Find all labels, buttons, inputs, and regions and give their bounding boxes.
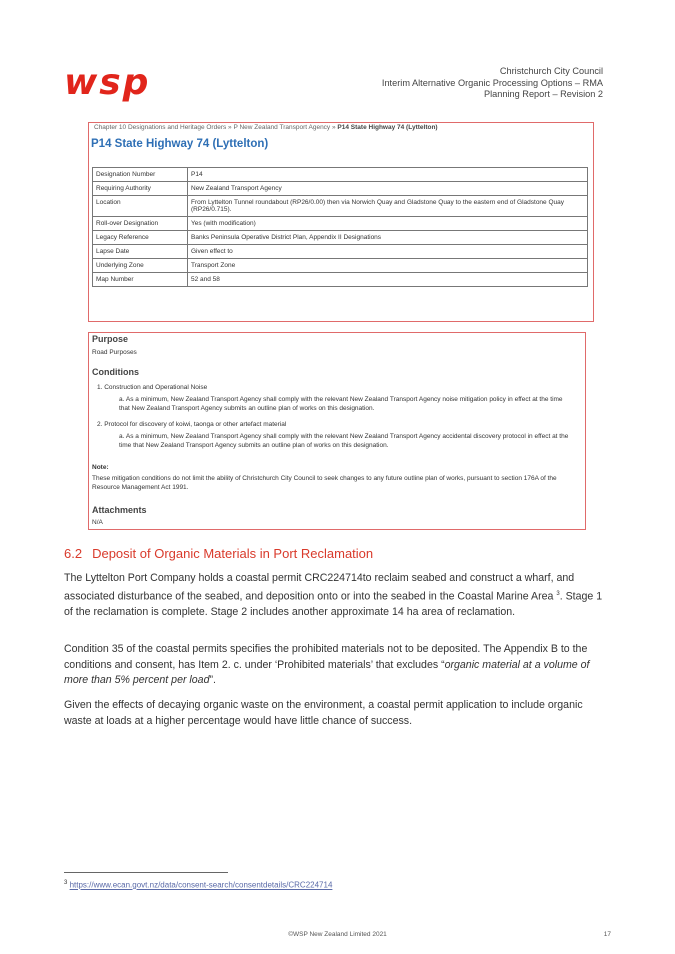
- purpose-conditions-excerpt: [88, 332, 586, 530]
- paragraph-2: [64, 642, 612, 689]
- table-row-value: From Lyttelton Tunnel roundabout (RP26/0.00) then via Norwich Quay and Gladstone Quay to the eastern end of Gladstone Quay (RP26/0.715).: [188, 196, 588, 217]
- table-row-value: New Zealand Transport Agency: [188, 182, 588, 196]
- breadcrumb-path: Chapter 10 Designations and Heritage Orders » P New Zealand Transport Agency »: [94, 124, 338, 131]
- paragraph-1: [64, 571, 612, 620]
- paragraph-2-quote: organic material at a volume of more than 5% percent per load: [64, 658, 590, 686]
- condition-2-a: a. As a minimum, New Zealand Transport Agency shall comply with the relevant New Zealand Transport Agency accidental discovery protocol in effect at the time that New Zealand Transport Agency submits an outline plan of works on this designation.: [119, 433, 569, 449]
- table-row-key: Requiring Authority: [93, 182, 188, 196]
- footnote-ref[interactable]: 3: [556, 590, 560, 597]
- note-label: Note:: [92, 464, 109, 471]
- table-row-key: Location: [93, 196, 188, 217]
- footnote-divider: [64, 872, 228, 873]
- designation-table: [92, 167, 588, 287]
- footnote-link[interactable]: https://www.ecan.govt.nz/data/consent-search/consentdetails/CRC224714: [69, 880, 333, 890]
- table-row-value: Given effect to: [188, 245, 588, 259]
- header-report: Planning Report – Revision 2: [484, 89, 603, 99]
- table-row-value: P14: [188, 168, 588, 182]
- table-row: [93, 245, 588, 259]
- paragraph-1-text-b: . Stage 1 of the reclamation is complete. Stage 2 includes another approximate 14 ha area of reclamation.: [64, 590, 603, 618]
- table-row: [93, 196, 588, 217]
- paragraph-2-text-b: ”.: [209, 674, 216, 686]
- designation-title: P14 State Highway 74 (Lyttelton): [91, 138, 269, 150]
- breadcrumb-current: P14 State Highway 74 (Lyttelton): [337, 124, 438, 131]
- conditions-heading: Conditions: [92, 367, 139, 377]
- condition-1-title: 1. Construction and Operational Noise: [97, 384, 208, 391]
- designation-excerpt: [88, 122, 594, 322]
- section-number: 6.2: [64, 546, 83, 561]
- table-row-value: Banks Peninsula Operative District Plan, Appendix II Designations: [188, 231, 588, 245]
- table-row-key: Lapse Date: [93, 245, 188, 259]
- purpose-text: Road Purposes: [92, 349, 137, 356]
- attachments-text: N/A: [92, 519, 103, 526]
- table-row-key: Underlying Zone: [93, 259, 188, 273]
- header-project: Interim Alternative Organic Processing Options – RMA: [381, 77, 603, 88]
- table-row-key: Designation Number: [93, 168, 188, 182]
- table-row: [93, 182, 588, 196]
- page-number: 17: [603, 931, 611, 938]
- table-row-key: Legacy Reference: [93, 231, 188, 245]
- section-title: Deposit of Organic Materials in Port Reclamation: [92, 546, 374, 561]
- table-row: [93, 259, 588, 273]
- paragraph-2-text-a: Condition 35 of the coastal permits specifies the prohibited materials not to be deposited. The Appendix B to the conditions and consent, has Item 2. c. under ‘Prohibited materials’ that excludes “: [64, 643, 588, 671]
- condition-1-a: a. As a minimum, New Zealand Transport Agency shall comply with the relevant New Zealand Transport Agency noise mitigation policy in effect at the time that New Zealand Transport Agency submits an outline plan of works on this designation.: [119, 396, 563, 412]
- footnote: [64, 880, 332, 890]
- table-row-value: Transport Zone: [188, 259, 588, 273]
- paragraph-1-text-a: The Lyttelton Port Company holds a coastal permit CRC224714to reclaim seabed and construct a wharf, and associated disturbance of the seabed, and deposition onto or into the seabed in the Coastal Marine Area: [64, 572, 575, 603]
- table-row: [93, 273, 588, 287]
- header-client: Christchurch City Council: [499, 66, 603, 76]
- attachments-heading: Attachments: [92, 505, 147, 515]
- note-text: These mitigation conditions do not limit the ability of Christchurch City Council to seek changes to any future outline plan of works, pursuant to section 176A of the Resource Management Act 1991.: [92, 475, 557, 491]
- table-row: [93, 217, 588, 231]
- table-row-value: 52 and 58: [188, 273, 588, 287]
- footnote-number: 3: [64, 880, 68, 886]
- section-heading: [64, 546, 373, 561]
- table-row: [93, 231, 588, 245]
- purpose-heading: Purpose: [92, 334, 129, 344]
- table-row: [93, 168, 588, 182]
- footer-copyright: ©WSP New Zealand Limited 2021: [288, 931, 387, 938]
- condition-2-title: 2. Protocol for discovery of koiwi, taonga or other artefact material: [97, 421, 287, 428]
- breadcrumb: [94, 124, 438, 131]
- table-row-value: Yes (with modification): [188, 217, 588, 231]
- table-row-key: Map Number: [93, 273, 188, 287]
- table-row-key: Roll-over Designation: [93, 217, 188, 231]
- paragraph-3: Given the effects of decaying organic waste on the environment, a coastal permit application to include organic waste at loads at a higher percentage would have little chance of success.: [64, 699, 583, 727]
- wsp-logo: wsp: [64, 62, 151, 103]
- document-header: [382, 66, 603, 101]
